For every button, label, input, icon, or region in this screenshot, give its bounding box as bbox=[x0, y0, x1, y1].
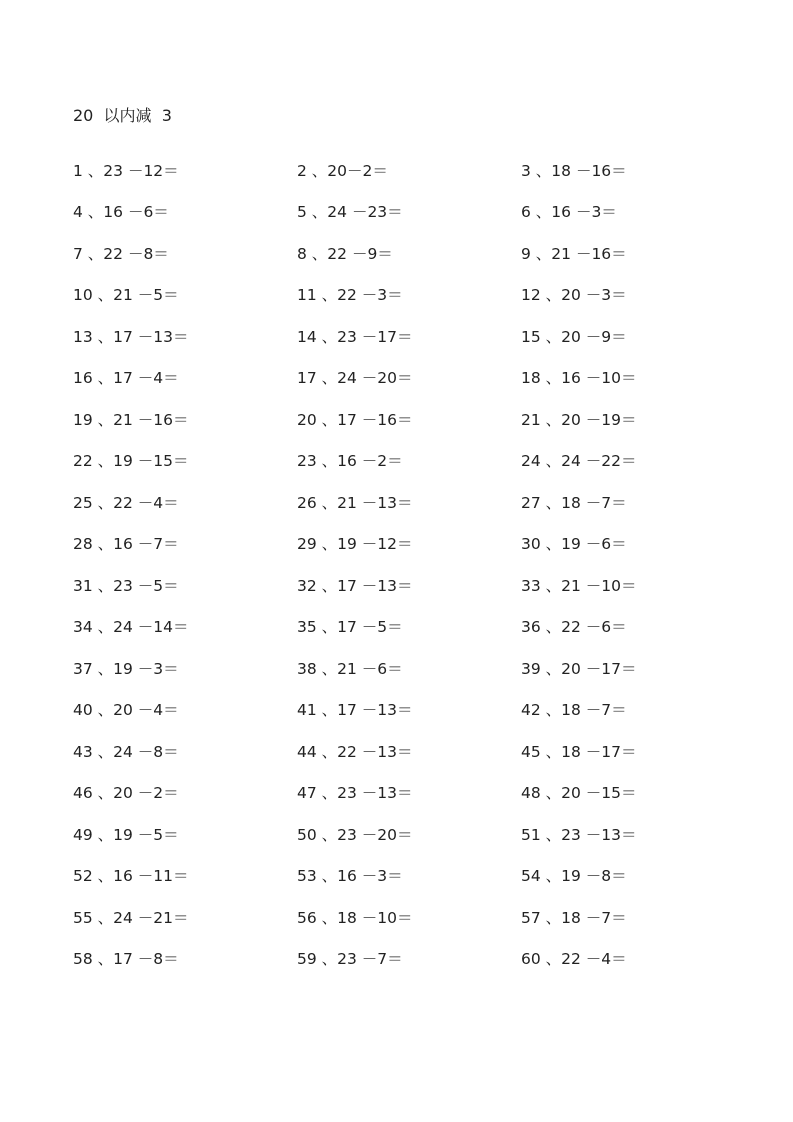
problem-item: 24 、24 －22＝ bbox=[521, 452, 637, 471]
problem-item: 10 、21 －5＝ bbox=[73, 286, 179, 305]
problem-row bbox=[73, 275, 753, 317]
problem-item: 13 、17 －13＝ bbox=[73, 327, 189, 346]
problem-row bbox=[73, 358, 753, 400]
problem-item: 60 、22 －4＝ bbox=[521, 950, 627, 969]
problem-item: 26 、21 －13＝ bbox=[297, 493, 413, 512]
problem-item: 11 、22 －3＝ bbox=[297, 286, 403, 305]
problem-item: 14 、23 －17＝ bbox=[297, 327, 413, 346]
worksheet-title: 20 以内减 3 bbox=[73, 106, 172, 125]
problem-row bbox=[73, 814, 753, 856]
problem-item: 51 、23 －13＝ bbox=[521, 825, 637, 844]
problem-item: 56 、18 －10＝ bbox=[297, 908, 413, 927]
problem-item: 9 、21 －16＝ bbox=[521, 244, 627, 263]
problem-row bbox=[73, 897, 753, 939]
problem-row bbox=[73, 690, 753, 732]
problem-item: 57 、18 －7＝ bbox=[521, 908, 627, 927]
problem-item: 36 、22 －6＝ bbox=[521, 618, 627, 637]
problem-row bbox=[73, 773, 753, 815]
problem-item: 43 、24 －8＝ bbox=[73, 742, 179, 761]
problem-item: 19 、21 －16＝ bbox=[73, 410, 189, 429]
problem-item: 22 、19 －15＝ bbox=[73, 452, 189, 471]
problem-item: 18 、16 －10＝ bbox=[521, 369, 637, 388]
problem-row bbox=[73, 150, 753, 192]
problem-item: 49 、19 －5＝ bbox=[73, 825, 179, 844]
problem-item: 20 、17 －16＝ bbox=[297, 410, 413, 429]
problem-item: 21 、20 －19＝ bbox=[521, 410, 637, 429]
problem-item: 32 、17 －13＝ bbox=[297, 576, 413, 595]
problem-row bbox=[73, 648, 753, 690]
problem-item: 46 、20 －2＝ bbox=[73, 784, 179, 803]
problem-item: 4 、16 －6＝ bbox=[73, 203, 169, 222]
problem-item: 8 、22 －9＝ bbox=[297, 244, 393, 263]
problem-item: 2 、20－2＝ bbox=[297, 161, 388, 180]
problem-row bbox=[73, 399, 753, 441]
problem-item: 47 、23 －13＝ bbox=[297, 784, 413, 803]
problem-item: 44 、22 －13＝ bbox=[297, 742, 413, 761]
problem-item: 59 、23 －7＝ bbox=[297, 950, 403, 969]
problem-item: 12 、20 －3＝ bbox=[521, 286, 627, 305]
problem-row bbox=[73, 233, 753, 275]
problem-grid bbox=[73, 150, 753, 980]
problem-item: 30 、19 －6＝ bbox=[521, 535, 627, 554]
problem-row bbox=[73, 192, 753, 234]
problem-item: 6 、16 －3＝ bbox=[521, 203, 617, 222]
problem-item: 16 、17 －4＝ bbox=[73, 369, 179, 388]
problem-item: 25 、22 －4＝ bbox=[73, 493, 179, 512]
problem-item: 23 、16 －2＝ bbox=[297, 452, 403, 471]
problem-item: 39 、20 －17＝ bbox=[521, 659, 637, 678]
problem-item: 34 、24 －14＝ bbox=[73, 618, 189, 637]
problem-item: 58 、17 －8＝ bbox=[73, 950, 179, 969]
problem-item: 54 、19 －8＝ bbox=[521, 867, 627, 886]
problem-row bbox=[73, 565, 753, 607]
problem-item: 15 、20 －9＝ bbox=[521, 327, 627, 346]
problem-item: 42 、18 －7＝ bbox=[521, 701, 627, 720]
problem-item: 17 、24 －20＝ bbox=[297, 369, 413, 388]
problem-item: 31 、23 －5＝ bbox=[73, 576, 179, 595]
problem-item: 5 、24 －23＝ bbox=[297, 203, 403, 222]
problem-item: 41 、17 －13＝ bbox=[297, 701, 413, 720]
problem-item: 52 、16 －11＝ bbox=[73, 867, 189, 886]
problem-item: 53 、16 －3＝ bbox=[297, 867, 403, 886]
problem-item: 27 、18 －7＝ bbox=[521, 493, 627, 512]
problem-item: 38 、21 －6＝ bbox=[297, 659, 403, 678]
problem-item: 55 、24 －21＝ bbox=[73, 908, 189, 927]
problem-row bbox=[73, 856, 753, 898]
problem-item: 29 、19 －12＝ bbox=[297, 535, 413, 554]
problem-item: 37 、19 －3＝ bbox=[73, 659, 179, 678]
problem-item: 50 、23 －20＝ bbox=[297, 825, 413, 844]
problem-item: 45 、18 －17＝ bbox=[521, 742, 637, 761]
problem-row bbox=[73, 441, 753, 483]
problem-row bbox=[73, 939, 753, 981]
problem-row bbox=[73, 607, 753, 649]
problem-item: 48 、20 －15＝ bbox=[521, 784, 637, 803]
problem-row bbox=[73, 524, 753, 566]
problem-item: 1 、23 －12＝ bbox=[73, 161, 179, 180]
problem-item: 40 、20 －4＝ bbox=[73, 701, 179, 720]
problem-row bbox=[73, 316, 753, 358]
problem-item: 33 、21 －10＝ bbox=[521, 576, 637, 595]
problem-item: 35 、17 －5＝ bbox=[297, 618, 403, 637]
problem-row bbox=[73, 482, 753, 524]
problem-item: 7 、22 －8＝ bbox=[73, 244, 169, 263]
problem-item: 3 、18 －16＝ bbox=[521, 161, 627, 180]
problem-row bbox=[73, 731, 753, 773]
problem-item: 28 、16 －7＝ bbox=[73, 535, 179, 554]
